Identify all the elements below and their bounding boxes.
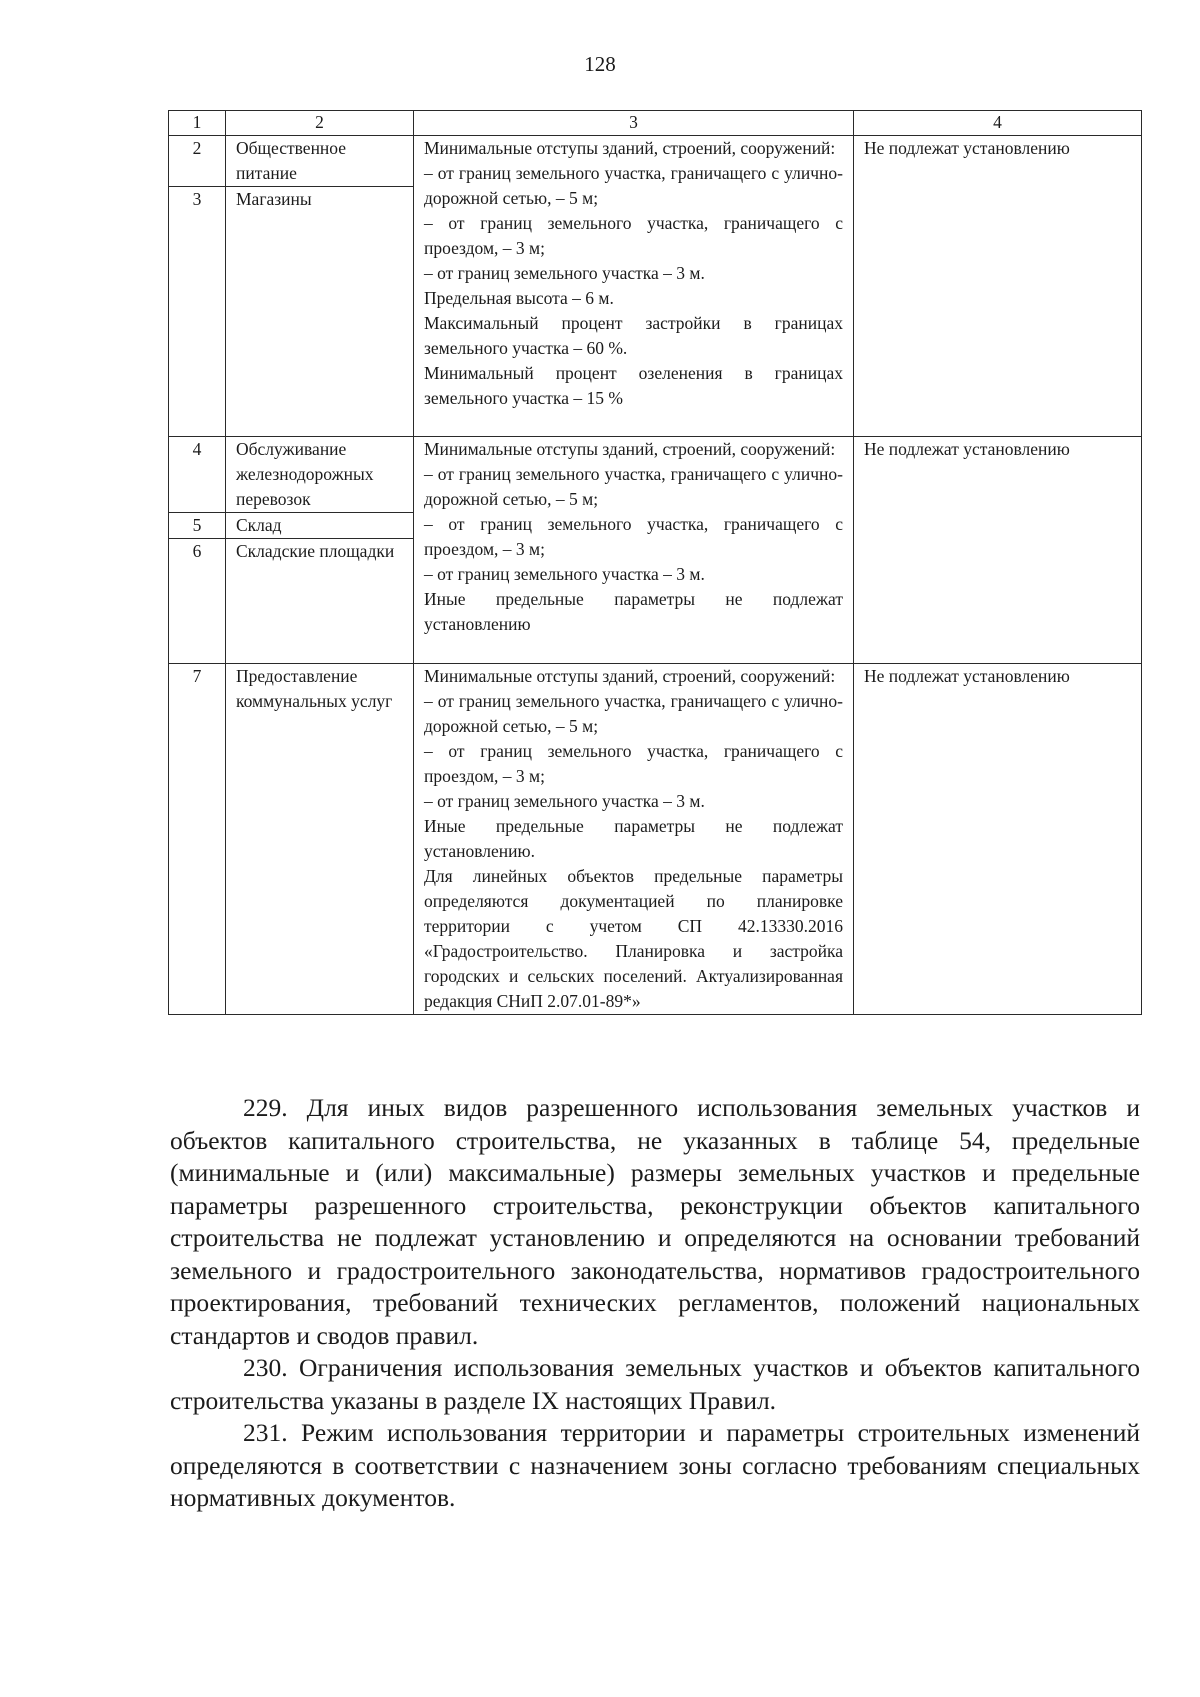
table-row bbox=[169, 136, 1142, 187]
row-number: 4 bbox=[169, 437, 226, 513]
limits-cell: Не подлежат установлению bbox=[854, 136, 1142, 437]
params-line: – от границ земельного участка, граничащего с проездом, – 3 м; bbox=[424, 514, 843, 559]
use-type-name: Предоставление коммунальных услуг bbox=[226, 664, 414, 1015]
page-number: 128 bbox=[584, 52, 616, 76]
parameters-table bbox=[168, 110, 1142, 1015]
row-number: 5 bbox=[169, 513, 226, 539]
params-line: Для линейных объектов предельные параметры определяются документацией по планировке территории с учетом СП 42.13330.2016 «Градостроительство. Планировка и застройка городских и сельских поселений. Актуализированная редакция СНиП 2.07.01-89*» bbox=[424, 866, 843, 1011]
params-line: – от границ земельного участка, граничащего с улично-дорожной сетью, – 5 м; bbox=[424, 464, 843, 509]
params-line: Иные предельные параметры не подлежат установлению bbox=[424, 589, 843, 634]
params-line: – от границ земельного участка, граничащего с улично-дорожной сетью, – 5 м; bbox=[424, 691, 843, 736]
params-line: Иные предельные параметры не подлежат установлению. bbox=[424, 816, 843, 861]
params-line: Минимальные отступы зданий, строений, сооружений: bbox=[424, 666, 836, 686]
limits-cell: Не подлежат установлению bbox=[854, 664, 1142, 1015]
params-line: Минимальные отступы зданий, строений, сооружений: bbox=[424, 138, 836, 158]
column-header: 2 bbox=[226, 111, 414, 136]
paragraph-231: 231. Режим использования территории и параметры строительных изменений определяются в соответствии с назначением зоны согласно требованиям специальных нормативных документов. bbox=[170, 1418, 1140, 1512]
row-number: 3 bbox=[169, 187, 226, 437]
params-line: – от границ земельного участка – 3 м. bbox=[424, 263, 705, 283]
params-line: Максимальный процент застройки в границах земельного участка – 60 %. bbox=[424, 313, 843, 358]
column-header: 3 bbox=[414, 111, 854, 136]
parameters-cell bbox=[414, 664, 854, 1015]
params-line: – от границ земельного участка, граничащего с проездом, – 3 м; bbox=[424, 741, 843, 786]
params-line: Предельная высота – 6 м. bbox=[424, 288, 614, 308]
row-number: 2 bbox=[169, 136, 226, 187]
paragraph-230: 230. Ограничения использования земельных участков и объектов капитального строительства указаны в разделе IX настоящих Правил. bbox=[170, 1353, 1140, 1415]
column-header: 4 bbox=[854, 111, 1142, 136]
paragraph-229: 229. Для иных видов разрешенного использования земельных участков и объектов капитального строительства, не указанных в таблице 54, предельные (минимальные и (или) максимальные) размеры земельных участков и предельные параметры разрешенного строительства, реконструкции объектов капитального строительства не подлежат установлению и определяются на основании требований земельного и градостроительного законодательства, нормативов градостроительного проектирования, требований технических регламентов, положений национальных стандартов и сводов правил. bbox=[170, 1093, 1140, 1350]
use-type-name: Складские площадки bbox=[226, 539, 414, 664]
row-number: 7 bbox=[169, 664, 226, 1015]
table-row bbox=[169, 664, 1142, 1015]
params-line: – от границ земельного участка – 3 м. bbox=[424, 564, 705, 584]
row-number: 6 bbox=[169, 539, 226, 664]
use-type-name: Обслуживание железнодорожных перевозок bbox=[226, 437, 414, 513]
use-type-name: Склад bbox=[226, 513, 414, 539]
params-line: Минимальные отступы зданий, строений, сооружений: bbox=[424, 439, 836, 459]
use-type-name: Общественное питание bbox=[226, 136, 414, 187]
params-line: – от границ земельного участка, граничащего с проездом, – 3 м; bbox=[424, 213, 843, 258]
column-header: 1 bbox=[169, 111, 226, 136]
limits-cell: Не подлежат установлению bbox=[854, 437, 1142, 664]
table-row bbox=[169, 437, 1142, 513]
parameters-cell bbox=[414, 136, 854, 437]
parameters-cell bbox=[414, 437, 854, 664]
params-line: – от границ земельного участка, граничащего с улично-дорожной сетью, – 5 м; bbox=[424, 163, 843, 208]
use-type-name: Магазины bbox=[226, 187, 414, 437]
params-line: – от границ земельного участка – 3 м. bbox=[424, 791, 705, 811]
table-header-row bbox=[169, 111, 1142, 136]
params-line: Минимальный процент озеленения в границах земельного участка – 15 % bbox=[424, 363, 843, 408]
body-text bbox=[170, 1092, 1140, 1515]
